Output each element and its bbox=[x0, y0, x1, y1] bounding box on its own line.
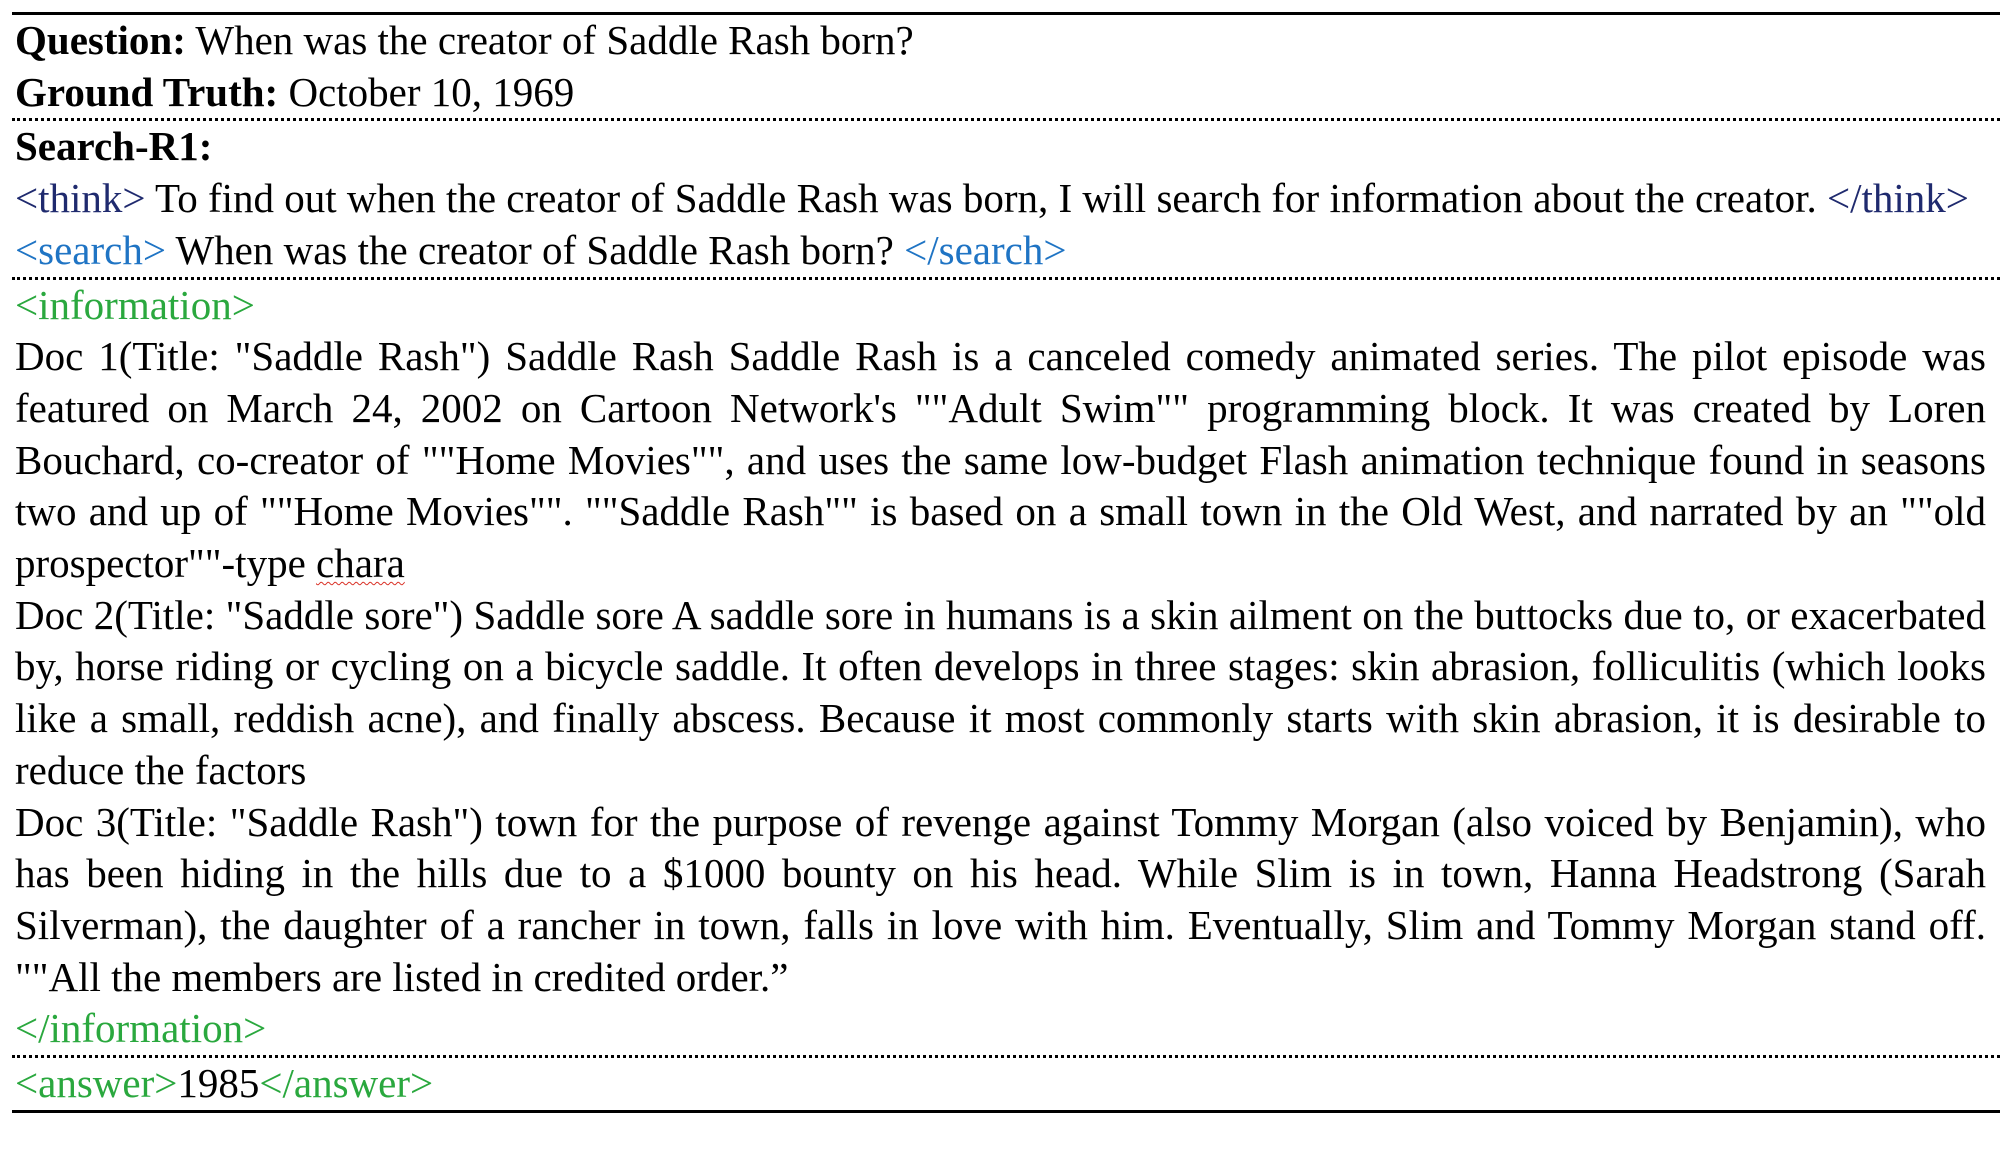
information-close-row bbox=[12, 1003, 2000, 1055]
model-label: Search-R1: bbox=[15, 123, 213, 170]
question-label: Question: bbox=[15, 17, 186, 63]
think-close-tag: </think> bbox=[1826, 175, 1969, 222]
doc-1-flagged-word: chara bbox=[316, 540, 405, 587]
answer-text: 1985 bbox=[177, 1060, 260, 1107]
model-row bbox=[12, 121, 2000, 173]
think-text: To find out when the creator of Saddle Rash was born, I will search for information about the creator. bbox=[155, 175, 1817, 222]
answer-open-tag: <answer> bbox=[15, 1060, 178, 1107]
search-text: When was the creator of Saddle Rash born? bbox=[175, 226, 894, 273]
ground-truth-text: October 10, 1969 bbox=[288, 68, 575, 115]
answer-row bbox=[12, 1058, 2000, 1110]
search-block bbox=[12, 225, 2000, 277]
ground-truth-row bbox=[12, 67, 2000, 119]
doc-3-text: Doc 3(Title: "Saddle Rash") town for the purpose of revenge against Tommy Morgan (also voiced by Benjamin), who has been hiding in the hills due to a $1000 bounty on his head. While Slim is in town, Hanna Headstrong (Sarah Silverman), the daughter of a rancher in town, falls in love with him. Eventually, Slim and Tommy Morgan stand off. ""All the members are listed in credited order.” bbox=[15, 798, 1986, 1000]
question-text: When was the creator of Saddle Rash born? bbox=[195, 17, 914, 63]
answer-close-tag: </answer> bbox=[259, 1060, 434, 1107]
doc-1 bbox=[12, 331, 2000, 590]
doc-3 bbox=[12, 797, 2000, 1004]
bottom-rule bbox=[12, 1110, 2000, 1113]
information-open-row bbox=[12, 280, 2000, 332]
doc-1-text: Doc 1(Title: "Saddle Rash") Saddle Rash Saddle Rash is a canceled comedy animated series. The pilot episode was featured on March 24, 2002 on Cartoon Network's ""Adult Swim"" programming block. It was created by Loren Bouchard, co-creator of ""Home Movies"", and uses the same low-budget Flash animation technique found in seasons two and up of ""Home Movies"". ""Saddle Rash"" is based on a small town in the Old West, and narrated by an ""old prospector""-type bbox=[15, 333, 1986, 587]
think-open-tag: <think> bbox=[15, 175, 146, 222]
think-block bbox=[12, 173, 2000, 225]
information-close-tag: </information> bbox=[15, 1005, 267, 1052]
search-close-tag: </search> bbox=[904, 226, 1067, 273]
doc-2-text: Doc 2(Title: "Saddle sore") Saddle sore A saddle sore in humans is a skin ailment on the buttocks due to, or exacerbated by, horse riding or cycling on a bicycle saddle. It often develops in three stages: skin abrasion, folliculitis (which looks like a small, reddish acne), and finally abscess. Because it most commonly starts with skin abrasion, it is desirable to reduce the factors bbox=[15, 591, 1986, 793]
information-open-tag: <information> bbox=[15, 281, 255, 328]
case-study-table bbox=[12, 12, 2000, 1157]
ground-truth-label: Ground Truth: bbox=[15, 68, 279, 115]
search-open-tag: <search> bbox=[15, 226, 166, 273]
question-row bbox=[12, 15, 2000, 67]
doc-2 bbox=[12, 590, 2000, 797]
